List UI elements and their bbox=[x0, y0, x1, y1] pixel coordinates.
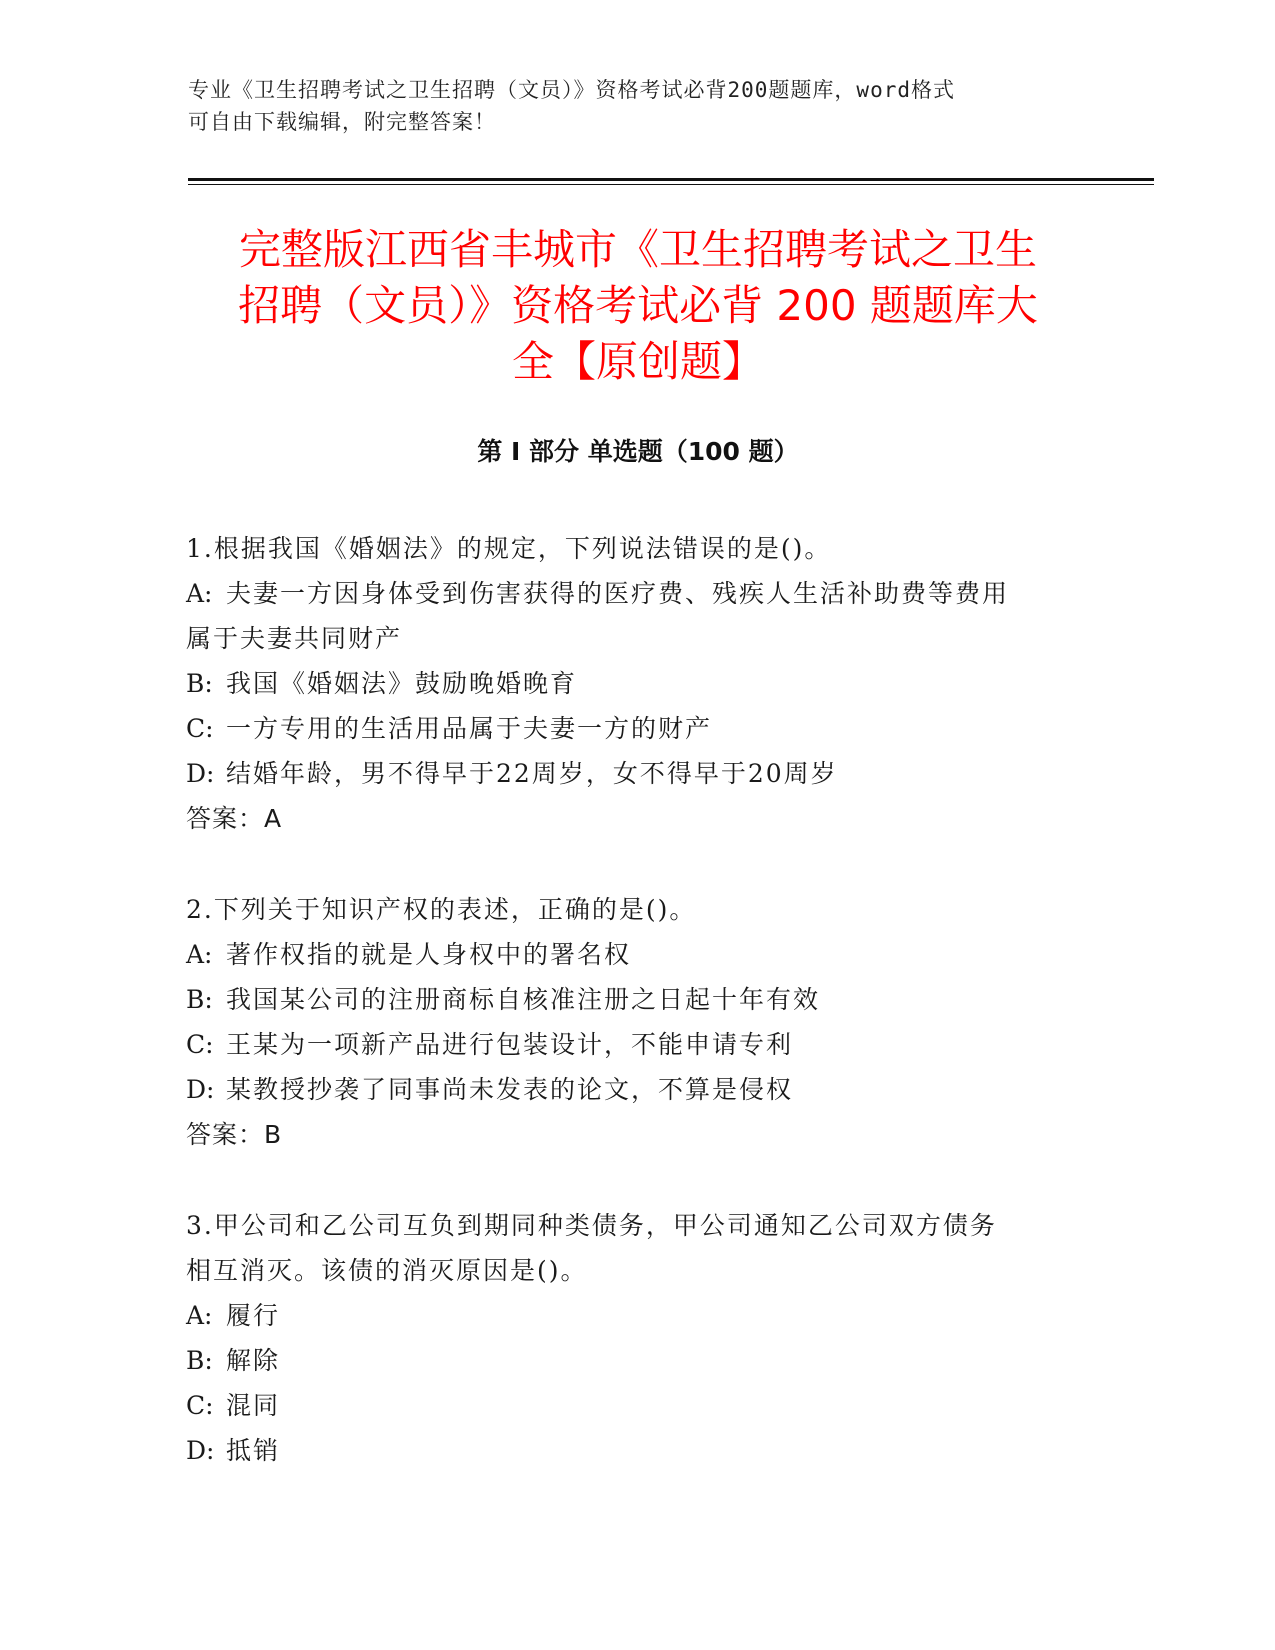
option-text: 抵销 bbox=[226, 1436, 281, 1465]
option-key: D: bbox=[186, 759, 215, 788]
answer-option bbox=[186, 1383, 1076, 1428]
option-key: B: bbox=[186, 669, 213, 698]
option-key: A: bbox=[186, 1301, 213, 1330]
answer-option bbox=[186, 571, 1076, 616]
option-text: 一方专用的生活用品属于夫妻一方的财产 bbox=[226, 714, 713, 743]
header-divider-thick bbox=[188, 178, 1154, 181]
title-line: 全【原创题】 bbox=[511, 337, 764, 386]
answer-option bbox=[186, 706, 1076, 751]
question-item bbox=[186, 526, 1076, 841]
answer-option bbox=[186, 751, 1076, 796]
option-key: D: bbox=[186, 1436, 215, 1465]
header-note bbox=[188, 74, 1068, 138]
question-list bbox=[186, 526, 1076, 1519]
option-key: D: bbox=[186, 1075, 215, 1104]
answer-option bbox=[186, 1338, 1076, 1383]
answer-key: 答案：B bbox=[186, 1120, 283, 1149]
question-stem: 2.下列关于知识产权的表述，正确的是()。 bbox=[186, 895, 697, 924]
question-item bbox=[186, 1203, 1076, 1473]
option-text: 解除 bbox=[226, 1346, 281, 1375]
question-stem: 3.甲公司和乙公司互负到期同种类债务，甲公司通知乙公司双方债务 bbox=[186, 1211, 997, 1240]
option-key: C: bbox=[186, 714, 214, 743]
option-key: B: bbox=[186, 1346, 213, 1375]
question-stem: 1.根据我国《婚姻法》的规定，下列说法错误的是()。 bbox=[186, 534, 832, 563]
section-heading: 第 I 部分 单选题（100 题） bbox=[477, 437, 799, 466]
option-key: B: bbox=[186, 985, 213, 1014]
answer-option bbox=[186, 977, 1076, 1022]
option-text: 某教授抄袭了同事尚未发表的论文，不算是侵权 bbox=[226, 1075, 794, 1104]
answer-option bbox=[186, 661, 1076, 706]
option-text: 夫妻一方因身体受到伤害获得的医疗费、残疾人生活补助费等费用 bbox=[226, 579, 1010, 608]
option-text: 履行 bbox=[226, 1301, 281, 1330]
answer-option bbox=[186, 1067, 1076, 1112]
title-line: 招聘（文员）》资格考试必背 200 题题库大 bbox=[238, 281, 1038, 330]
answer-key: 答案：A bbox=[186, 804, 283, 833]
answer-option bbox=[186, 1428, 1076, 1473]
answer-option bbox=[186, 1022, 1076, 1067]
question-item bbox=[186, 887, 1076, 1157]
option-text: 属于夫妻共同财产 bbox=[186, 624, 403, 653]
header-note-line: 可自由下载编辑，附完整答案！ bbox=[188, 110, 496, 134]
option-key: A: bbox=[186, 579, 213, 608]
answer-option bbox=[186, 616, 1076, 661]
option-text: 我国某公司的注册商标自核准注册之日起十年有效 bbox=[226, 985, 821, 1014]
option-text: 混同 bbox=[226, 1391, 281, 1420]
answer-option bbox=[186, 932, 1076, 977]
option-text: 王某为一项新产品进行包装设计，不能申请专利 bbox=[226, 1030, 794, 1059]
option-text: 我国《婚姻法》鼓励晚婚晚育 bbox=[226, 669, 578, 698]
option-key: C: bbox=[186, 1391, 214, 1420]
answer-option bbox=[186, 1293, 1076, 1338]
question-stem: 相互消灭。该债的消灭原因是()。 bbox=[186, 1256, 588, 1285]
header-divider-thin bbox=[188, 184, 1154, 185]
option-text: 结婚年龄，男不得早于22周岁，女不得早于20周岁 bbox=[226, 759, 838, 788]
option-text: 著作权指的就是人身权中的署名权 bbox=[226, 940, 632, 969]
title-line: 完整版江西省丰城市《卫生招聘考试之卫生 bbox=[238, 225, 1037, 274]
header-note-line: 专业《卫生招聘考试之卫生招聘（文员）》资格考试必背200题题库，word格式 bbox=[188, 78, 955, 102]
option-key: C: bbox=[186, 1030, 214, 1059]
document-title bbox=[188, 222, 1088, 390]
option-key: A: bbox=[186, 940, 213, 969]
